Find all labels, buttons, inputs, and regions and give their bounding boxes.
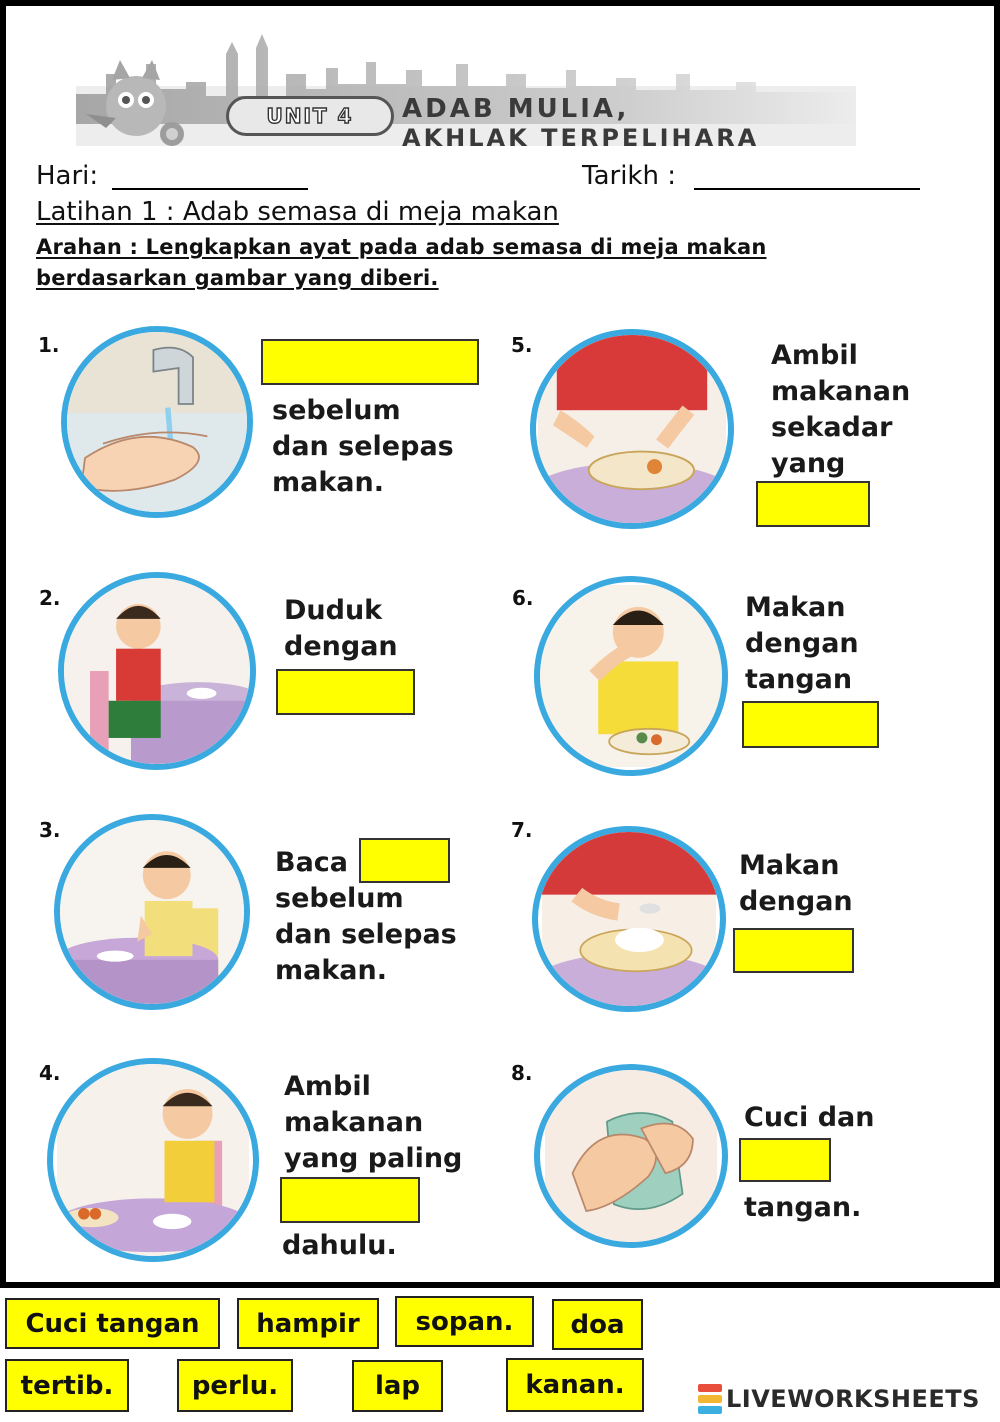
text-line: sekadar <box>771 412 893 443</box>
text-line: Ambil <box>284 1071 371 1102</box>
text-line: makanan <box>771 376 911 407</box>
instruction-line2: berdasarkan gambar yang diberi. <box>36 266 439 290</box>
item-6-text <box>745 590 859 698</box>
word-card[interactable]: Cuci tangan <box>5 1298 220 1349</box>
answer-box-5[interactable] <box>756 481 870 527</box>
eating-rice-with-spoon-illustration <box>532 826 726 1012</box>
text-line: sebelum <box>272 395 401 426</box>
item-7-text <box>739 848 853 920</box>
text-line: Makan <box>745 592 846 623</box>
text-line: Baca <box>275 847 349 878</box>
hari-label: Hari: <box>36 161 99 191</box>
instruction-line1: Arahan : Lengkapkan ayat pada adab semasa di meja makan <box>36 235 767 259</box>
banner-title-line2: AKHLAK TERPELIHARA <box>402 124 760 152</box>
text-line: dahulu. <box>282 1230 397 1261</box>
item-number: 5. <box>511 333 533 357</box>
unit-banner <box>76 34 856 152</box>
answer-box-8[interactable] <box>739 1138 831 1182</box>
boy-taking-food-illustration <box>47 1058 259 1262</box>
banner-title-line1: ADAB MULIA, <box>402 94 630 124</box>
item-number: 4. <box>39 1061 61 1085</box>
text-line: tangan <box>745 664 853 695</box>
word-card[interactable]: lap <box>352 1360 443 1412</box>
item-number: 3. <box>39 818 61 842</box>
item-number: 7. <box>511 818 533 842</box>
word-card[interactable]: perlu. <box>177 1359 293 1412</box>
word-card[interactable]: sopan. <box>395 1296 534 1347</box>
answer-box-2[interactable] <box>276 669 415 715</box>
liveworksheets-logo <box>698 1384 980 1414</box>
text-line: makan. <box>272 467 385 498</box>
text-line: tangan. <box>744 1192 862 1223</box>
text-line: Ambil <box>771 340 858 371</box>
item-number: 2. <box>39 586 61 610</box>
item-4-text <box>284 1069 462 1177</box>
tarikh-label: Tarikh : <box>582 161 676 191</box>
text-line: Makan <box>739 850 840 881</box>
logo-icon <box>698 1384 722 1414</box>
word-card[interactable]: hampir <box>237 1298 379 1349</box>
word-card[interactable]: kanan. <box>506 1358 644 1412</box>
hari-blank-line <box>112 188 308 190</box>
boy-eating-right-hand-illustration <box>534 576 728 776</box>
text-line: yang paling <box>284 1143 463 1174</box>
handwashing-illustration <box>61 326 253 518</box>
unit-badge: UNIT 4 <box>226 96 394 136</box>
word-card[interactable]: tertib. <box>5 1359 129 1412</box>
text-line: dengan <box>284 631 398 662</box>
text-line: yang <box>771 448 846 479</box>
answer-box-1[interactable] <box>261 339 479 385</box>
item-5-text <box>771 338 910 482</box>
text-line: Duduk <box>284 595 383 626</box>
text-line: dengan <box>739 886 853 917</box>
text-line: dan selepas <box>275 919 457 950</box>
item-number: 1. <box>38 333 60 357</box>
wiping-hands-illustration <box>534 1064 728 1248</box>
text-line: dengan <box>745 628 859 659</box>
text-line: sebelum <box>275 883 404 914</box>
item-1-text <box>272 393 454 501</box>
brand-text: LIVEWORKSHEETS <box>726 1385 980 1413</box>
item-2-text <box>284 593 398 665</box>
item-number: 8. <box>511 1061 533 1085</box>
text-line: makanan <box>284 1107 424 1138</box>
exercise-title: Latihan 1 : Adab semasa di meja makan <box>36 197 559 227</box>
answer-box-6[interactable] <box>742 701 879 748</box>
text-line: Cuci dan <box>744 1102 875 1133</box>
eating-with-fork-spoon-illustration <box>530 329 734 529</box>
text-line: dan selepas <box>272 431 454 462</box>
text-line: makan. <box>275 955 388 986</box>
boy-praying-illustration <box>54 814 250 1010</box>
item-number: 6. <box>512 586 534 610</box>
tarikh-blank-line <box>694 188 920 190</box>
boy-sitting-at-table-illustration <box>58 572 256 770</box>
answer-box-3[interactable] <box>359 838 450 883</box>
answer-box-7[interactable] <box>733 928 854 973</box>
word-card[interactable]: doa <box>552 1299 643 1350</box>
answer-box-4[interactable] <box>280 1177 420 1223</box>
